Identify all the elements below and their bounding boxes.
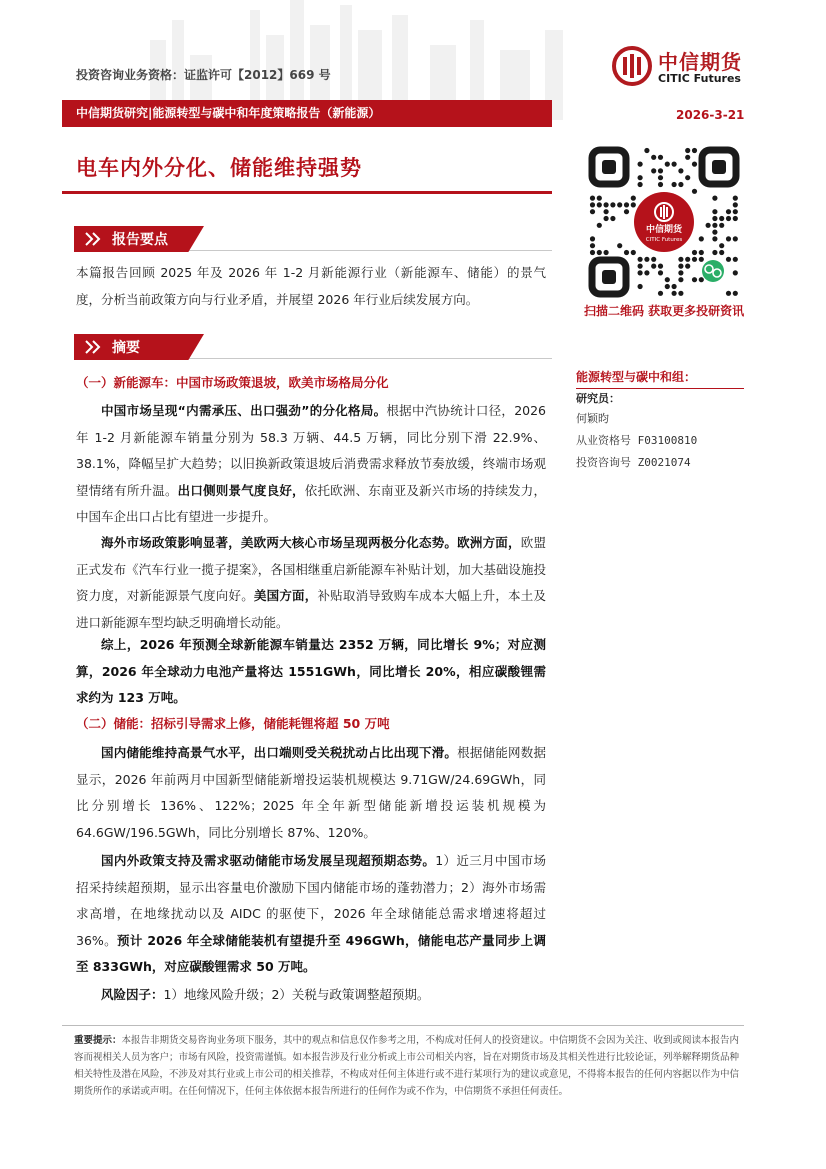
section-summary [74,334,552,360]
consult-number: 投资咨询号 Z0021074 [576,456,691,469]
body-text: 根据储能网数据显示，2026 年前两月中国新型储能新增投运装机规模达 9.71GW/24.69GWh，同比分别增长 136%、122%；2025 年全年新型储能新增投运装机规模为 64.6GW/196.5GWh，同比分别增长 87%、120%。 [76,745,546,840]
qr-module [733,236,738,241]
qr-module [726,291,731,296]
qr-module [706,223,711,228]
part1-paragraph-3 [76,632,546,712]
qr-module [733,257,738,262]
part2-paragraph-2 [76,848,546,981]
body-text: 依托欧洲、东南亚及新兴市场的持续发力，中国车企出口占比有望进一步提升。 [76,482,546,524]
qr-module [638,162,643,167]
qr-module [672,182,677,187]
qr-module [726,209,731,214]
qr-module [699,250,704,255]
qr-module [672,291,677,296]
body-text: 1）地缘风险升级；2）关税与政策调整超预期。 [163,987,430,1002]
qr-module [678,270,683,275]
qr-module [638,270,643,275]
qr-code[interactable] [586,144,742,300]
qr-module [712,236,717,241]
team-divider [576,388,744,389]
qr-module [733,291,738,296]
brand-name-en: CITIC Futures [658,72,741,85]
qr-module [610,216,615,221]
qr-module [733,196,738,201]
team-name: 能源转型与碳中和组： [576,370,697,384]
qualification-number: 从业资格号 F03100810 [576,434,698,447]
part2-paragraph-1 [76,740,546,846]
section-label: 摘要 [112,340,140,356]
qr-module [678,182,683,187]
emphasis: 国内储能维持高景气水平，出口端则受关税扰动占比出现下滑。 [101,745,458,760]
researcher-name: 何颖昀 [576,412,609,425]
qr-module [604,250,609,255]
qr-module [678,264,683,269]
qr-module [617,202,622,207]
qr-module [610,202,615,207]
qr-module [678,168,683,173]
qr-module [624,250,629,255]
qr-module [597,250,602,255]
qr-module [638,182,643,187]
qr-module [665,162,670,167]
emphasis: 中国市场呈现“内需承压、出口强劲”的分化格局。 [101,403,387,418]
qr-module [590,209,595,214]
emphasis: 国内外政策支持及需求驱动储能市场发展呈现超预期态势。 [101,853,436,868]
emphasis: 风险因子： [101,987,164,1002]
qr-module [651,264,656,269]
qr-module [678,277,683,282]
qr-module [692,148,697,153]
qr-module [658,168,663,173]
qr-module [699,277,704,282]
qr-module [726,216,731,221]
qr-module [638,284,643,289]
qr-module [597,223,602,228]
body-text: 1）近三月中国市场招采持续超预期，显示出容量电价激励下国内储能市场的蓬勃潜力；2）海外市场需求高增，在地缘扰动以及 AIDC 的驱使下，2026 年全球储能总需求增速将超过 36%。 [76,853,546,948]
qr-caption: 扫描二维码 获取更多投研资讯 [584,304,745,318]
citic-futures-logo [612,44,762,94]
report-title: 电车内外分化、储能维持强势 [76,156,362,180]
qr-module [692,162,697,167]
qr-module [644,270,649,275]
qr-module [685,257,690,262]
qr-module [590,250,595,255]
qr-module [658,291,663,296]
qr-module [719,243,724,248]
license-text: 投资咨询业务资格：证监许可【2012】669 号 [76,68,331,82]
brand-name-cn: 中信期货 [658,50,742,74]
report-series-bar: 中信期货研究|能源转型与碳中和年度策略报告（新能源） [62,100,552,127]
key-points-paragraph: 本篇报告回顾 2025 年及 2026 年 1-2 月新能源行业（新能源车、储能）的景气度，分析当前政策方向与行业矛盾，并展望 2026 年行业后续发展方向。 [76,265,546,307]
qr-module [719,250,724,255]
qr-module [658,182,663,187]
qr-module [712,209,717,214]
double-chevron-icon [84,232,104,246]
notice-text: 本报告非期货交易咨询业务项下服务，其中的观点和信息仅作参考之用，不构成对任何人的投资建议。中信期货不会因为关注、收到或阅读本报告内容而视相关人员为客户；市场有风险，投资需谨慎。如本报告涉及行业分析或上市公司相关内容，旨在对期货市场及其相关性进行比较论证，列举解释期货品种相关特性及潜在风险，不涉及对其行业或上市公司的相关推荐，不构成对任何主体进行或不进行某项行为的建议或意见，不得将本报告的任何内容据以作为中信期货所作的承诺或声明。在任何情况下，任何主体依据本报告所进行的任何作为或不作为，中信期货不承担任何责任。 [74,1035,740,1097]
qr-module [638,175,643,180]
double-chevron-icon [84,340,104,354]
body-text: 欧盟正式发布《汽车行业一揽子提案》，各国相继重启新能源车补贴计划，加大基础设施投资力度，对新能源景气度向好。 [76,535,546,603]
section-key-points [74,226,552,252]
qr-module [631,202,636,207]
disclaimer-notice [74,1032,742,1100]
qr-module [678,257,683,262]
body-text: 补贴取消导致购车成本大幅上升，本土及进口新能源车型均缺乏明确增长动能。 [76,588,546,630]
qr-module [733,202,738,207]
qr-module [712,216,717,221]
qr-module [712,196,717,201]
qr-module [658,155,663,160]
part1-heading: （一）新能源车：中国市场政策退坡，欧美市场格局分化 [76,375,389,390]
qr-module [644,148,649,153]
part1-paragraph-1 [76,398,546,531]
part1-paragraph-2 [76,530,546,636]
qr-module [699,257,704,262]
qr-brand-cn: 中信期货 [645,225,683,235]
qr-module [733,209,738,214]
emphasis: 海外市场政策影响显著，美欧两大核心市场呈现两极分化态势。欧洲方面， [101,535,521,550]
qr-module [672,162,677,167]
qr-module [712,250,717,255]
qr-module [658,264,663,269]
report-date: 2026-3-21 [676,108,745,122]
risk-paragraph [76,982,546,1009]
qr-module [733,270,738,275]
qr-module [590,196,595,201]
qr-module [651,168,656,173]
researcher-label: 研究员： [576,392,620,405]
qr-module [685,175,690,180]
qr-module [658,175,663,180]
qr-module [590,236,595,241]
qr-module [665,284,670,289]
body-text: 根据中汽协统计口径，2026 年 1-2 月新能源车销量分别为 58.3 万辆、44.5 万辆，同比分别下滑 22.9%、38.1%，降幅呈扩大趋势；以旧换新政策退坡后消费需求释放节奏放缓，终端市场观望情绪有所升温。 [76,403,547,498]
qr-module [651,257,656,262]
qr-module [685,264,690,269]
qr-module [624,202,629,207]
qr-module [685,155,690,160]
qr-module [638,257,643,262]
qr-module [712,223,717,228]
qr-module [597,196,602,201]
section-label: 报告要点 [112,232,168,248]
title-divider [62,191,552,194]
qr-module [699,236,704,241]
qr-module [631,196,636,201]
citic-emblem-icon [612,46,652,86]
qr-module [624,209,629,214]
emphasis: 出口侧则景气度良好， [177,482,305,498]
notice-label: 重要提示： [74,1035,122,1046]
qr-module [692,250,697,255]
qr-module [719,223,724,228]
qr-module [692,189,697,194]
qr-module [692,257,697,262]
qr-module [638,264,643,269]
qr-module [678,291,683,296]
qr-module [685,148,690,153]
qr-module [665,277,670,282]
qr-module [604,209,609,214]
qr-module [651,155,656,160]
emphasis: 美国方面， [253,588,318,603]
qr-module [726,236,731,241]
qr-module [672,284,677,289]
notice-divider [62,1025,744,1026]
emphasis: 预计 2026 年全球储能装机有望提升至 496GWh，储能电芯产量同步上调至 833GWh，对应碳酸锂需求 50 万吨。 [76,932,546,974]
qr-module [726,257,731,262]
qr-module [644,257,649,262]
qr-module [604,216,609,221]
qr-module [590,202,595,207]
part2-heading: （二）储能：招标引导需求上修，储能耗锂将超 50 万吨 [76,716,390,731]
qr-module [631,250,636,255]
qr-module [590,243,595,248]
qr-module [719,216,724,221]
qr-module [692,277,697,282]
emphasis: 综上，2026 年预测全球新能源车销量达 2352 万辆，同比增长 9%；对应测算，2026 年全球动力电池产量将达 1551GWh，同比增长 20%，相应碳酸锂需求约为 123 万吨。 [76,637,546,705]
qr-module [604,202,609,207]
qr-module [733,216,738,221]
qr-module [712,230,717,235]
qr-module [658,270,663,275]
qr-module [597,202,602,207]
qr-module [617,243,622,248]
qr-brand-en: CITIC Futures [645,237,683,243]
